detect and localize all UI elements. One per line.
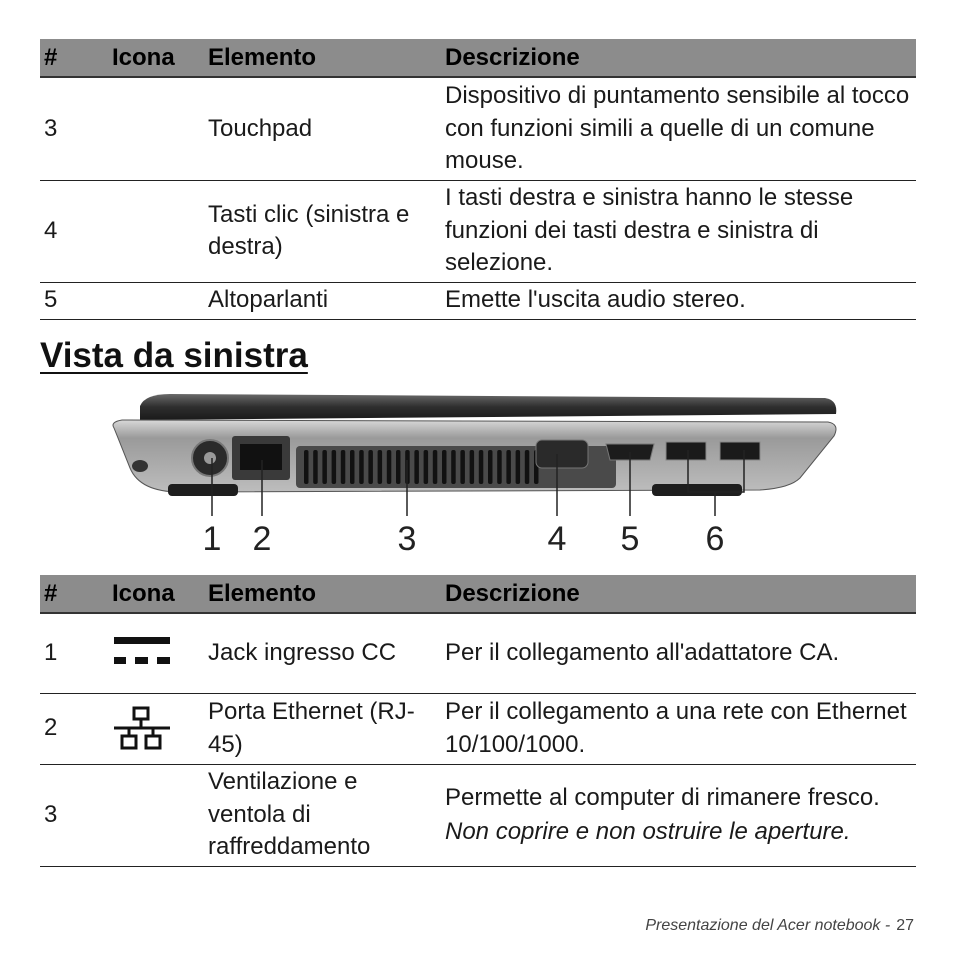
- callout-label-2: 2: [252, 520, 272, 558]
- vent-slot: [359, 450, 364, 484]
- callout-label-1: 1: [202, 520, 222, 558]
- vent-slot: [525, 450, 530, 484]
- row-number: 1: [40, 613, 108, 693]
- callout-label-4: 4: [547, 520, 567, 558]
- vent-slot: [470, 450, 475, 484]
- header-description: Descrizione: [441, 575, 916, 613]
- vent-slot: [350, 450, 355, 484]
- table-header-row: [40, 39, 916, 77]
- table-row: [40, 180, 916, 282]
- vent-slot: [506, 450, 511, 484]
- table-row: [40, 77, 916, 180]
- vent-slot: [451, 450, 456, 484]
- row-description: Permette al computer di rimanere fresco.: [445, 783, 880, 811]
- warning-note: Non coprire e non ostruire le aperture.: [445, 818, 851, 845]
- row-element: Tasti clic (sinistra e destra): [204, 180, 441, 282]
- row-description: Per il collegamento a una rete con Ethernet 10/100/1000.: [441, 693, 916, 764]
- vent-slot: [497, 450, 502, 484]
- vent-slot: [479, 450, 484, 484]
- vent-slot: [396, 450, 401, 484]
- vent-slot: [488, 450, 493, 484]
- row-description-cell: [441, 764, 916, 866]
- components-table-left-side: [40, 575, 916, 867]
- header-icon: Icona: [108, 39, 204, 77]
- components-table-front: [40, 39, 916, 320]
- page-number: 27: [896, 917, 914, 934]
- row-icon-empty: [108, 764, 204, 866]
- row-icon: [108, 693, 204, 764]
- vent-slot: [433, 450, 438, 484]
- row-icon-empty: [108, 180, 204, 282]
- vent-slot: [341, 450, 346, 484]
- row-description: Dispositivo di puntamento sensibile al tocco con funzioni simili a quelle di un comune mouse.: [441, 77, 916, 180]
- table-header-row: [40, 575, 916, 613]
- callout-label-3: 3: [397, 520, 417, 558]
- footer-text: Presentazione del Acer notebook -: [645, 917, 891, 934]
- vent-slot: [414, 450, 419, 484]
- ethernet-network-icon: [112, 706, 172, 752]
- section-title: Vista da sinistra: [40, 336, 308, 375]
- vent-slot: [322, 450, 327, 484]
- callout-label-6: 6: [705, 520, 725, 558]
- vent-slot: [368, 450, 373, 484]
- header-number: #: [40, 575, 108, 613]
- header-number: #: [40, 39, 108, 77]
- header-description: Descrizione: [441, 39, 916, 77]
- table-row: [40, 764, 916, 866]
- row-description: Per il collegamento all'adattatore CA.: [441, 613, 916, 693]
- row-element: Touchpad: [204, 77, 441, 180]
- page-footer: [645, 917, 914, 935]
- row-element: Altoparlanti: [204, 282, 441, 319]
- header-icon: Icona: [108, 575, 204, 613]
- header-element: Elemento: [204, 39, 441, 77]
- row-element: Ventilazione e ventola di raffreddamento: [204, 764, 441, 866]
- vent-slot: [332, 450, 337, 484]
- row-icon-empty: [108, 282, 204, 319]
- row-description: I tasti destra e sinistra hanno le stesse funzioni dei tasti destra e sinistra di selezione.: [441, 180, 916, 282]
- row-number: 4: [40, 180, 108, 282]
- row-element: Porta Ethernet (RJ-45): [204, 693, 441, 764]
- row-number: 3: [40, 764, 108, 866]
- vent-slot: [516, 450, 521, 484]
- vent-slot: [304, 450, 309, 484]
- dc-power-icon: [112, 633, 172, 673]
- vent-slot: [378, 450, 383, 484]
- table-row: [40, 282, 916, 319]
- vent-slot: [313, 450, 318, 484]
- vent-slot: [387, 450, 392, 484]
- vent-slot: [460, 450, 465, 484]
- row-icon-empty: [108, 77, 204, 180]
- row-icon: [108, 613, 204, 693]
- table-row: [40, 693, 916, 764]
- row-number: 2: [40, 693, 108, 764]
- row-number: 5: [40, 282, 108, 319]
- laptop-body: [113, 394, 836, 496]
- vent-slot: [442, 450, 447, 484]
- vent-slot: [424, 450, 429, 484]
- table-row: [40, 613, 916, 693]
- row-element: Jack ingresso CC: [204, 613, 441, 693]
- row-description: Emette l'uscita audio stereo.: [441, 282, 916, 319]
- callout-label-5: 5: [620, 520, 640, 558]
- row-number: 3: [40, 77, 108, 180]
- laptop-left-side-figure: [100, 388, 850, 558]
- header-element: Elemento: [204, 575, 441, 613]
